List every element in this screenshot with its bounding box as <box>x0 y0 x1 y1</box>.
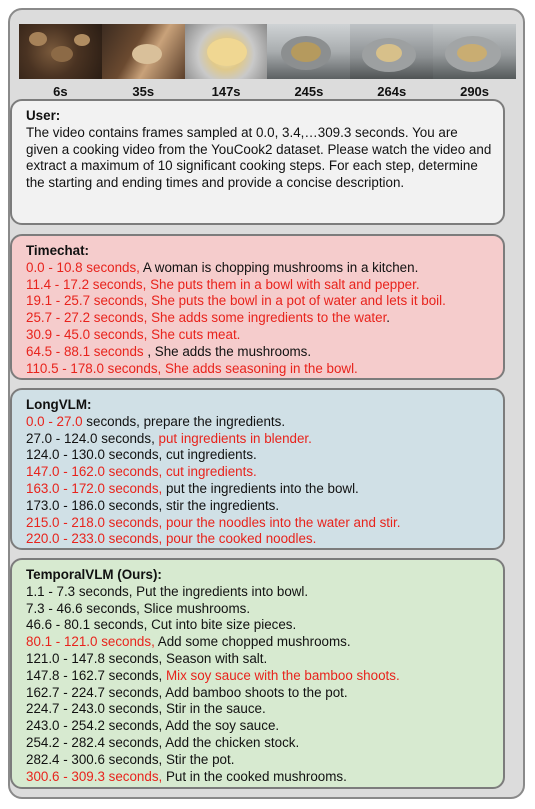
temporalvlm-header: TemporalVLM (Ours): <box>26 567 162 582</box>
step-punctuation: . <box>307 343 312 359</box>
step-time: 27.0 - 124.0 seconds, <box>26 430 155 446</box>
timechat-box <box>10 234 505 380</box>
step-time: 1.1 - 7.3 seconds, <box>26 583 133 599</box>
step-line <box>26 447 493 464</box>
video-frames-strip <box>19 24 516 79</box>
step-time: 173.0 - 186.0 seconds, <box>26 497 163 513</box>
step-description: pour the cooked noodles. <box>162 531 317 547</box>
step-line <box>26 584 493 601</box>
step-line <box>26 498 493 515</box>
step-line <box>26 531 493 548</box>
step-time: 80.1 - 121.0 seconds, <box>26 634 155 650</box>
video-frame-1 <box>19 24 102 79</box>
step-time: 282.4 - 300.6 seconds, <box>26 751 163 767</box>
step-description: Add the soy sauce. <box>162 718 280 734</box>
step-line <box>26 414 493 431</box>
step-line <box>26 752 493 769</box>
step-description: pour the noodles into the water and stir. <box>162 514 401 530</box>
step-line <box>26 735 493 752</box>
step-line <box>26 327 493 344</box>
step-time: 220.0 - 233.0 seconds, <box>26 531 163 547</box>
timechat-lines <box>26 260 493 378</box>
step-description: Add some chopped mushrooms. <box>154 634 351 650</box>
step-time: 215.0 - 218.0 seconds, <box>26 514 163 530</box>
step-description: Stir the pot. <box>162 751 235 767</box>
video-frame-2 <box>102 24 185 79</box>
step-description: Add bamboo shoots to the pot. <box>162 684 348 700</box>
frame-time-label: 264s <box>377 84 407 99</box>
step-time: 147.8 - 162.7 seconds, <box>26 667 163 683</box>
timechat-header: Timechat: <box>26 243 90 258</box>
frame-time-label: 290s <box>460 84 490 99</box>
step-time: 11.4 - 17.2 seconds, <box>26 276 147 292</box>
video-frame-5 <box>350 24 433 79</box>
step-punctuation: . <box>386 310 391 326</box>
step-time: 110.5 - 178.0 seconds, <box>26 360 162 376</box>
step-line <box>26 651 493 668</box>
step-time: 46.6 - 80.1 seconds, <box>26 617 148 633</box>
longvlm-box <box>10 388 505 550</box>
video-frame-6 <box>433 24 516 79</box>
step-description: put the ingredients into the bowl. <box>162 480 359 496</box>
step-description: stir the ingredients. <box>162 497 280 513</box>
step-description: Slice mushrooms. <box>139 600 251 616</box>
step-time: 224.7 - 243.0 seconds, <box>26 701 163 717</box>
step-line <box>26 515 493 532</box>
step-description: Stir in the sauce. <box>162 701 266 717</box>
step-line <box>26 361 493 378</box>
step-description: She adds some ingredients to the water <box>147 310 387 326</box>
step-time: 121.0 - 147.8 seconds, <box>26 650 163 666</box>
step-line <box>26 634 493 651</box>
step-time: 162.7 - 224.7 seconds, <box>26 684 163 700</box>
step-time: 30.9 - 45.0 seconds, <box>26 326 148 342</box>
frame-time-label: 35s <box>132 84 155 99</box>
step-description: cut ingredients. <box>162 447 257 463</box>
step-time: 19.1 - 25.7 seconds, <box>26 293 148 309</box>
step-description: cut ingredients. <box>162 464 257 480</box>
step-line <box>26 481 493 498</box>
longvlm-header: LongVLM: <box>26 397 92 412</box>
step-line <box>26 617 493 634</box>
step-description: Put in the cooked mushrooms. <box>162 768 347 784</box>
step-description: She puts them in a bowl with salt and pepper. <box>146 276 420 292</box>
step-time: 243.0 - 254.2 seconds, <box>26 718 163 734</box>
step-time: 124.0 - 130.0 seconds, <box>26 447 163 463</box>
step-line <box>26 464 493 481</box>
step-description: Mix soy sauce with the bamboo shoots. <box>162 667 400 683</box>
step-description: put ingredients in blender. <box>154 430 312 446</box>
step-description: seconds, prepare the ingredients. <box>82 413 286 429</box>
step-line <box>26 344 493 361</box>
user-prompt-text: The video contains frames sampled at 0.0, 3.4,…309.3 seconds. You are given a cooking video from the YouCook2 dataset. Please watch the video and extract a maximum of 10 significant cooking steps. For each step, determine the starting and ending times and provide a concise description. <box>26 124 492 191</box>
step-line <box>26 277 493 294</box>
frame-time-label: 245s <box>294 84 324 99</box>
user-header: User: <box>26 108 61 123</box>
video-frame-3 <box>185 24 268 79</box>
user-prompt-box <box>10 99 505 225</box>
step-time: 64.5 - 88.1 seconds <box>26 343 144 359</box>
step-line <box>26 668 493 685</box>
step-description: She puts the bowl in a pot of water and lets it boil. <box>147 293 446 309</box>
step-punctuation: . <box>414 259 419 275</box>
step-description: She cuts meat. <box>147 326 241 342</box>
step-line <box>26 718 493 735</box>
step-description: Add the chicken stock. <box>162 734 300 750</box>
step-line <box>26 685 493 702</box>
video-frame-4 <box>267 24 350 79</box>
step-line <box>26 431 493 448</box>
step-line <box>26 601 493 618</box>
temporalvlm-box <box>10 558 505 789</box>
step-time: 0.0 - 10.8 seconds, <box>26 259 140 275</box>
step-time: 147.0 - 162.0 seconds, <box>26 464 163 480</box>
step-description: Cut into bite size pieces. <box>147 617 297 633</box>
step-description: Season with salt. <box>162 650 268 666</box>
step-description: She adds seasoning in the bowl. <box>161 360 358 376</box>
step-line <box>26 701 493 718</box>
step-time: 163.0 - 172.0 seconds, <box>26 480 163 496</box>
step-line <box>26 310 493 327</box>
frame-time-label: 6s <box>53 84 68 99</box>
step-time: 7.3 - 46.6 seconds, <box>26 600 140 616</box>
step-time: 300.6 - 309.3 seconds, <box>26 768 163 784</box>
step-description: Put the ingredients into bowl. <box>132 583 309 599</box>
step-description: A woman is chopping mushrooms in a kitchen <box>139 259 415 275</box>
step-line <box>26 293 493 310</box>
step-line <box>26 260 493 277</box>
frame-timestamps <box>19 84 516 99</box>
temporalvlm-lines <box>26 584 493 786</box>
frame-time-label: 147s <box>211 84 241 99</box>
step-line <box>26 769 493 786</box>
step-description: , She adds the mushrooms <box>143 343 308 359</box>
step-time: 0.0 - 27.0 <box>26 413 83 429</box>
longvlm-lines <box>26 414 493 548</box>
step-time: 25.7 - 27.2 seconds, <box>26 310 148 326</box>
step-time: 254.2 - 282.4 seconds, <box>26 734 163 750</box>
